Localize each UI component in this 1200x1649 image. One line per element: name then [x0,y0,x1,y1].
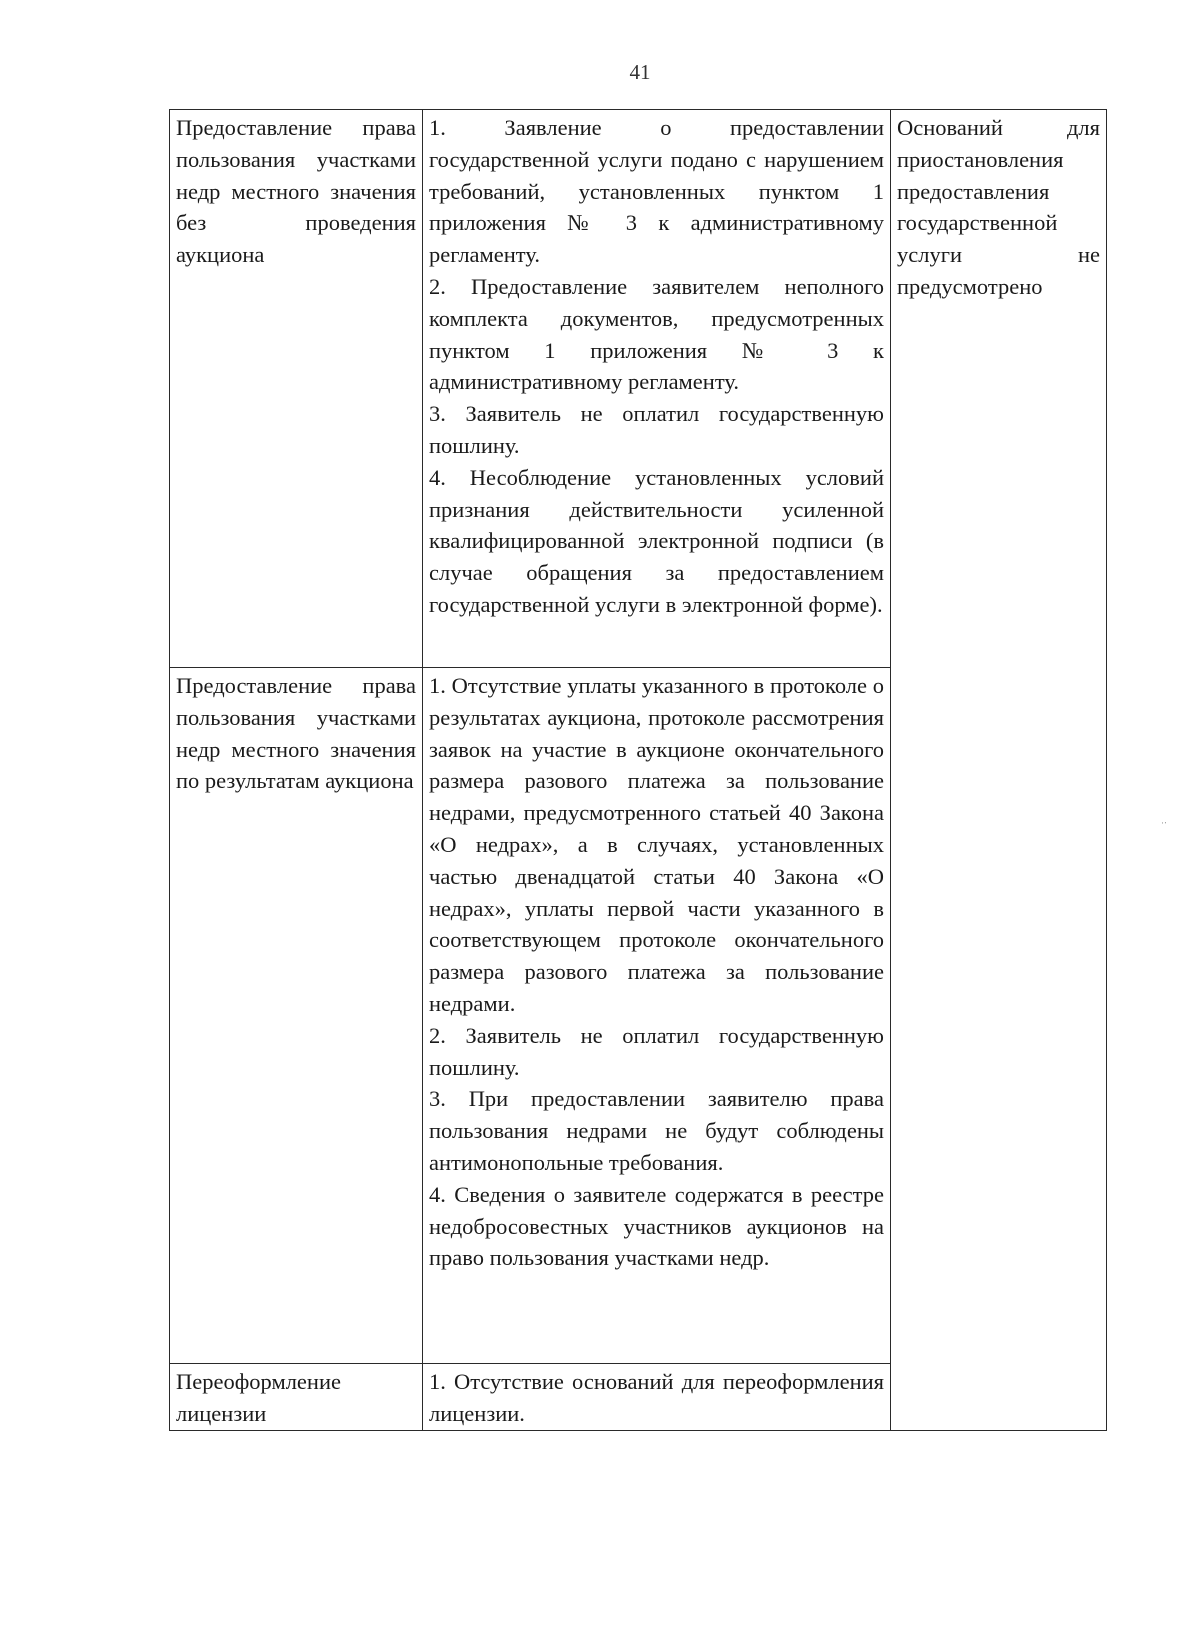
ground-item: 1. Отсутствие уплаты указанного в протоколе о результатах аукциона, протоколе рассмотрения заявок на участие в аукционе окончательного размера разового платежа за пользование недрами, предусмотренного статьей 40 Закона «О недрах», а в случаях, установленных частью двенадцатой статьи 40 Закона «О недрах», уплаты первой части указанного в соответствующем протоколе окончательного размера разового платежа за пользование недрами. [429,673,884,1016]
ground-item: 3. Заявитель не оплатил государственную пошлину. [429,401,884,458]
scan-speck: ·‧ [1161,818,1167,828]
service-name: Предоставление права пользования участками недр местного значения по результатам аукциона [176,673,416,794]
service-name: Предоставление права пользования участками недр местного значения без проведения аукциона [176,115,416,268]
service-name-cell [170,1364,423,1431]
suspension-cell [891,110,1107,1431]
grounds-cell [423,668,891,1364]
service-name-cell [170,668,423,1364]
grounds-table [169,109,1107,1431]
service-name: Переоформление лицензии [176,1369,341,1426]
ground-item: 1. Заявление о предоставлении государственной услуги подано с нарушением требований, установленных пунктом 1 приложения № 3 к административному регламенту. [429,115,884,268]
ground-item: 2. Заявитель не оплатил государственную пошлину. [429,1022,884,1080]
ground-item: 3. При предоставлении заявителю права пользования недрами не будут соблюдены антимонопольные требования. [429,1086,884,1175]
ground-item: 4. Несоблюдение установленных условий признания действительности усиленной квалифицированной электронной подписи (в случае обращения за предоставлением государственной услуги в электронной форме). [429,464,884,617]
page-number: 41 [629,60,651,84]
suspension-text: Оснований для приостановления предоставления государственной услуги не предусмотрено [897,115,1100,299]
grounds-cell [423,110,891,668]
grounds-cell [423,1364,891,1431]
service-name-cell [170,110,423,668]
ground-item: 4. Сведения о заявителе содержатся в реестре недобросовестных участников аукционов на право пользования участками недр. [429,1181,884,1271]
ground-item: 1. Отсутствие оснований для переоформления лицензии. [429,1369,884,1426]
ground-item: 2. Предоставление заявителем неполного комплекта документов, предусмотренных пунктом 1 приложения № 3 к административному регламенту. [429,273,884,395]
table-row [170,110,1107,668]
